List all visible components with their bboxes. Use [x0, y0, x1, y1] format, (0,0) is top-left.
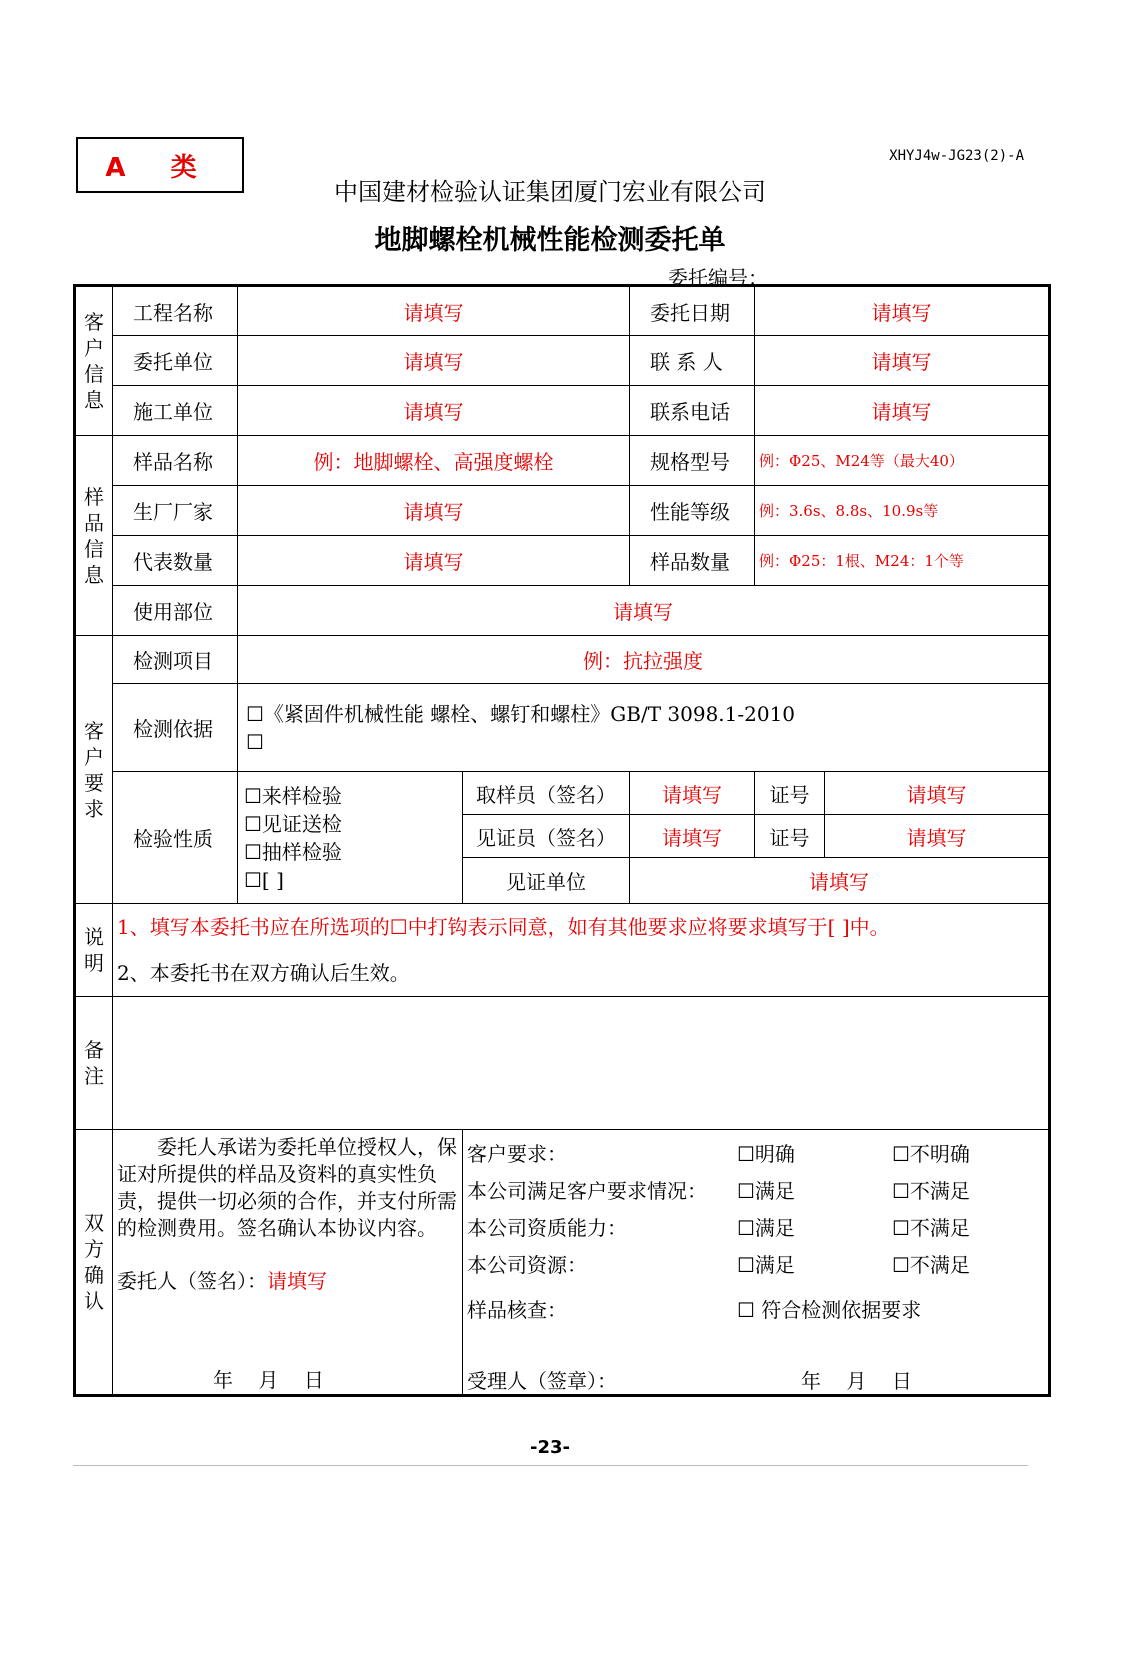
sample-check-label: 样品核查： [467, 1298, 567, 1322]
meet-req-no-checkbox[interactable]: ☐不满足 [892, 1179, 970, 1203]
client-date: 年 月 日 [213, 1368, 324, 1392]
client-info-section-label: 客 户 信 息 [75, 286, 113, 436]
basis-label: 检测依据 [113, 684, 238, 772]
client-commitment-cell [113, 1130, 463, 1396]
receiver-date: 年 月 日 [801, 1369, 912, 1393]
construction-unit-label: 施工单位 [113, 386, 238, 436]
nature-label: 检验性质 [113, 772, 238, 904]
sample-name-label: 样品名称 [113, 436, 238, 486]
witness-unit-field[interactable]: 请填写 [630, 858, 1050, 904]
project-name-label: 工程名称 [113, 286, 238, 336]
test-item-field[interactable]: 例：抗拉强度 [238, 636, 1050, 684]
witness-field[interactable]: 请填写 [630, 815, 755, 858]
mode-sampling-checkbox[interactable]: ☐抽样检验 [244, 839, 342, 864]
requirements-section-label: 客 户 要 求 [75, 636, 113, 904]
mode-witness-delivery-checkbox[interactable]: ☐见证送检 [244, 811, 342, 836]
sampler-label: 取样员（签名） [463, 772, 630, 815]
construction-unit-field[interactable]: 请填写 [238, 386, 630, 436]
remarks-field[interactable] [113, 997, 1050, 1130]
remarks-section-label: 备 注 [75, 997, 113, 1130]
grade-field[interactable]: 例：3.6s、8.8s、10.9s等 [755, 486, 1050, 536]
spec-field[interactable]: 例：Φ25、M24等（最大40） [755, 436, 1050, 486]
quantity-rep-label: 代表数量 [113, 536, 238, 586]
resources-no-checkbox[interactable]: ☐不满足 [892, 1253, 970, 1277]
note-line-2: 2、本委托书在双方确认后生效。 [117, 961, 410, 985]
witness-cert-field[interactable]: 请填写 [825, 815, 1050, 858]
mode-other-checkbox[interactable]: ☐[ ] [244, 867, 284, 892]
sample-check-checkbox[interactable]: ☐ 符合检测依据要求 [737, 1298, 922, 1322]
qualification-no-checkbox[interactable]: ☐不满足 [892, 1216, 970, 1240]
spec-label: 规格型号 [630, 436, 755, 486]
manufacturer-label: 生厂厂家 [113, 486, 238, 536]
sample-name-field[interactable]: 例：地脚螺栓、高强度螺栓 [238, 436, 630, 486]
client-sign-field[interactable]: 请填写 [267, 1269, 327, 1293]
manufacturer-field[interactable]: 请填写 [238, 486, 630, 536]
qualification-label: 本公司资质能力： [467, 1216, 627, 1240]
sampler-cert-label: 证号 [755, 772, 825, 815]
page-divider [73, 1465, 1028, 1466]
sampler-cert-field[interactable]: 请填写 [825, 772, 1050, 815]
contact-field[interactable]: 请填写 [755, 336, 1050, 386]
company-name: 中国建材检验认证集团厦门宏业有限公司 [334, 178, 766, 206]
basis-option-gbt3098[interactable]: ☐《紧固件机械性能 螺栓、螺钉和螺柱》GB/T 3098.1-2010 [246, 701, 796, 726]
req-clarity-label: 客户要求： [467, 1142, 567, 1166]
basis-option-other[interactable]: ☐ [246, 729, 264, 754]
form-title: 地脚螺栓机械性能检测委托单 [374, 225, 726, 256]
quantity-rep-field[interactable]: 请填写 [238, 536, 630, 586]
entrust-form-table [73, 284, 1051, 1397]
witness-unit-label: 见证单位 [463, 858, 630, 904]
note-line-1: 1、填写本委托书应在所选项的☐中打钩表示同意，如有其他要求应将要求填写于[ ]中。 [117, 915, 890, 939]
basis-options [238, 684, 1050, 772]
grade-label: 性能等级 [630, 486, 755, 536]
witness-cert-label: 证号 [755, 815, 825, 858]
qualification-yes-checkbox[interactable]: ☐满足 [737, 1216, 795, 1240]
page-number: -23- [530, 1437, 570, 1458]
entrust-number-label: 委托编号： [668, 266, 768, 290]
document-code: XHYJ4w-JG23(2)-A [889, 148, 1024, 164]
meet-req-yes-checkbox[interactable]: ☐满足 [737, 1179, 795, 1203]
sample-qty-field[interactable]: 例：Φ25：1根、M24：1个等 [755, 536, 1050, 586]
notes-section-label: 说 明 [75, 904, 113, 997]
company-review-cell [463, 1130, 1050, 1396]
phone-label: 联系电话 [630, 386, 755, 436]
usage-field[interactable]: 请填写 [238, 586, 1050, 636]
entrust-unit-field[interactable]: 请填写 [238, 336, 630, 386]
entrust-date-label: 委托日期 [630, 286, 755, 336]
nature-options [238, 772, 463, 904]
mode-sample-delivery-checkbox[interactable]: ☐来样检验 [244, 783, 342, 808]
resources-yes-checkbox[interactable]: ☐满足 [737, 1253, 795, 1277]
client-sign-label: 委托人（签名）： [117, 1269, 267, 1293]
entrust-unit-label: 委托单位 [113, 336, 238, 386]
sample-info-section-label: 样 品 信 息 [75, 436, 113, 636]
req-clear-checkbox[interactable]: ☐明确 [737, 1142, 795, 1166]
sampler-field[interactable]: 请填写 [630, 772, 755, 815]
meet-req-label: 本公司满足客户要求情况： [467, 1179, 707, 1203]
notes-content [113, 904, 1050, 997]
commitment-text: 委托人承诺为委托单位授权人，保证对所提供的样品及资料的真实性负责，提供一切必须的合作，并支付所需的检测费用。签名确认本协议内容。 [117, 1135, 457, 1240]
receiver-label: 受理人（签章）： [467, 1369, 617, 1393]
witness-label: 见证员（签名） [463, 815, 630, 858]
project-name-field[interactable]: 请填写 [238, 286, 630, 336]
contact-label: 联 系 人 [630, 336, 755, 386]
entrust-date-field[interactable]: 请填写 [755, 286, 1050, 336]
confirmation-section-label: 双 方 确 认 [75, 1130, 113, 1396]
usage-label: 使用部位 [113, 586, 238, 636]
req-unclear-checkbox[interactable]: ☐不明确 [892, 1142, 970, 1166]
phone-field[interactable]: 请填写 [755, 386, 1050, 436]
resources-label: 本公司资源： [467, 1253, 587, 1277]
sample-qty-label: 样品数量 [630, 536, 755, 586]
category-box: A 类 [76, 137, 244, 193]
test-item-label: 检测项目 [113, 636, 238, 684]
